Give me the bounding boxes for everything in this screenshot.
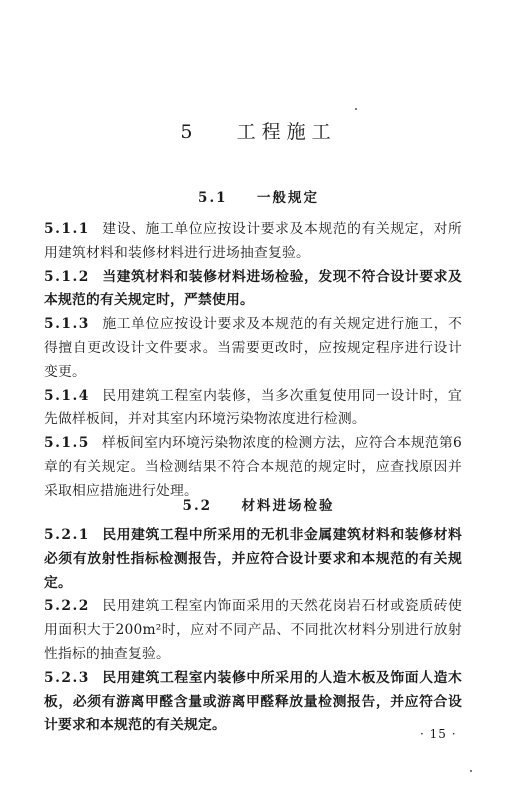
page-number: · 15 · [420, 727, 457, 741]
clause-text: 当建筑材料和装修材料进场检验，发现不符合设计要求及本规范的有关规定时，严禁使用。 [44, 268, 462, 309]
clause [44, 595, 462, 666]
clause-mandatory [44, 266, 462, 314]
clause-text: 民用建筑工程室内饰面采用的天然花岗岩石材或瓷质砖使用面积大于200m²时，应对不同产品、不同批次材料分别进行放射性指标的抽查复验。 [44, 598, 462, 662]
clause-text: 样板间室内环境污染物浓度的检测方法，应符合本规范第6章的有关规定。当检测结果不符合本规范的规定时，应查找原因并采取相应措施进行处理。 [44, 435, 462, 499]
scan-speck [470, 770, 472, 772]
section-heading [0, 186, 517, 206]
clause-number: 5.1.3 [44, 316, 90, 333]
clause [44, 432, 462, 503]
clause-text: 施工单位应按设计要求及本规范的有关规定进行施工，不得擅自更改设计文件要求。当需要更改时，应按规定程序进行设计变更。 [44, 316, 462, 380]
clause [44, 218, 462, 266]
clause [44, 385, 462, 433]
clause-mandatory [44, 524, 462, 595]
chapter-number: 5 [180, 121, 199, 143]
clause-text: 民用建筑工程室内装修中所采用的人造木板及饰面人造木板，必须有游离甲醛含量或游离甲醛释放量检测报告，并应符合设计要求和本规范的有关规定。 [44, 669, 462, 734]
clause-text: 建设、施工单位应按设计要求及本规范的有关规定，对所用建筑材料和装修材料进行进场抽查复验。 [44, 221, 462, 261]
scan-speck [355, 108, 357, 110]
section-body [44, 524, 462, 738]
clause-number: 5.2.2 [44, 598, 90, 615]
chapter-name: 工程施工 [236, 121, 337, 143]
clause-text: 民用建筑工程中所采用的无机非金属建筑材料和装修材料必须有放射性指标检测报告，并应符合设计要求和本规范的有关规定。 [44, 527, 462, 591]
clause-mandatory [44, 667, 462, 738]
section-number: 5.2 [182, 498, 213, 514]
section-name: 一般规定 [256, 190, 319, 206]
section-body [44, 218, 462, 504]
clause-number: 5.2.3 [44, 669, 90, 686]
section-name: 材料进场检验 [241, 498, 335, 514]
clause-number: 5.2.1 [44, 527, 90, 543]
section-heading [0, 494, 517, 514]
clause [44, 313, 462, 384]
chapter-title [0, 117, 517, 144]
clause-number: 5.1.5 [44, 435, 90, 452]
clause-number: 5.1.2 [44, 268, 90, 285]
clause-number: 5.1.1 [44, 221, 90, 237]
section-number: 5.1 [198, 190, 228, 206]
clause-number: 5.1.4 [44, 387, 90, 404]
clause-text: 民用建筑工程室内装修，当多次重复使用同一设计时，宜先做样板间，并对其室内环境污染物浓度进行检测。 [44, 387, 462, 428]
